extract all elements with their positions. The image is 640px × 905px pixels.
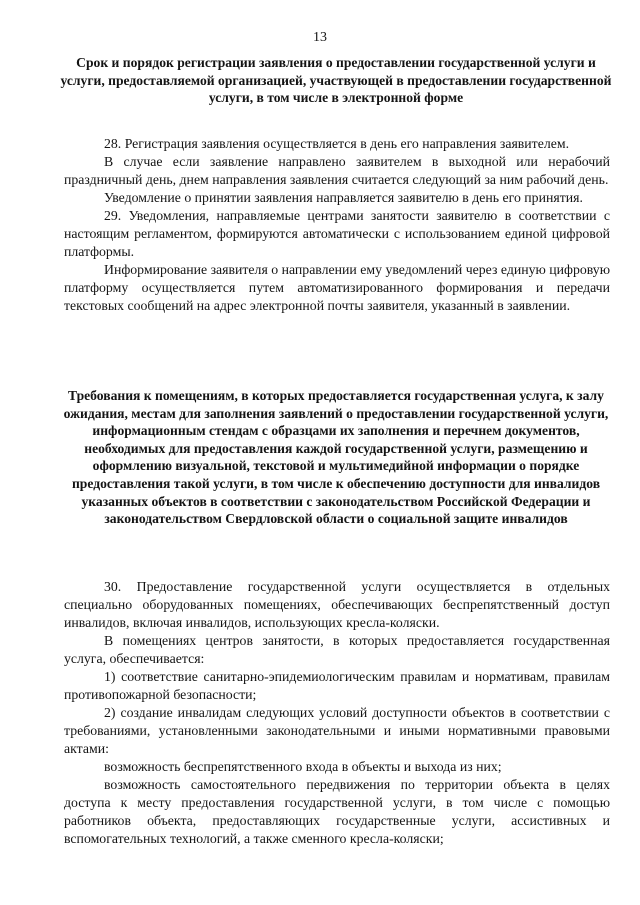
section-heading-premises: Требования к помещениям, в которых предоставляется государственная услуга, к залу ожидания, местам для заполнения заявлений о предоставлении государственной услуги, информационным стендам с образцами их заполнения и перечнем документов, необходимых для предоставления каждой государственной услуги, размещению и оформлению визуальной, текстовой и мультимедийной информации о порядке предоставления такой услуги, в том числе к обеспечению доступности для инвалидов указанных объектов в соответствии с законодательством Российской Федерации и законодательством Свердловской области о социальной защите инвалидов (63, 388, 609, 527)
paragraph-30: 30. Предоставление государственной услуги осуществляется в отдельных специально оборудованных помещениях, обеспечивающих беспрепятственный доступ инвалидов, включая инвалидов, использующих кресла-коляски. (64, 579, 610, 630)
page-number: 13 (313, 30, 327, 45)
paragraph-28: 28. Регистрация заявления осуществляется в день его направления заявителем. (104, 136, 570, 151)
list-item-2: 2) создание инвалидам следующих условий доступности объектов в соответствии с требованиями, установленными законодательными и иными нормативными правовыми актами: (64, 705, 610, 756)
sub-item-movement: возможность самостоятельного передвижения по территории объекта в целях доступа к месту предоставления государственной услуги, в том числе с помощью работников объекта, предоставляющих государственные услуги, ассистивных и вспомогательных технологий, а также сменного кресла-коляски; (64, 777, 610, 846)
sub-item-entry: возможность беспрепятственного входа в объекты и выхода из них; (104, 759, 502, 774)
section-heading-registration: Срок и порядок регистрации заявления о предоставлении государственной услуги и услуги, предоставляемой организацией, участвующей в предоставлении государственной услуги, в том числе в электронной форме (60, 55, 612, 106)
paragraph-weekend-submission: В случае если заявление направлено заявителем в выходной или нерабочий праздничный день, днем направления заявления считается следующий за ним рабочий день. (64, 154, 610, 187)
paragraph-29: 29. Уведомления, направляемые центрами занятости заявителю в соответствии с настоящим регламентом, формируются автоматически с использованием единой цифровой платформы. (64, 208, 610, 259)
section-body-premises (64, 578, 610, 848)
paragraph-premises-provide: В помещениях центров занятости, в которых предоставляется государственная услуга, обеспечивается: (64, 633, 610, 666)
paragraph-informing: Информирование заявителя о направлении ему уведомлений через единую цифровую платформу осуществляется путем автоматизированного формирования и передачи текстовых сообщений на адрес электронной почты заявителя, указанный в заявлении. (64, 262, 611, 313)
list-item-1: 1) соответствие санитарно-эпидемиологическим правилам и нормативам, правилам противопожарной безопасности; (64, 669, 610, 702)
paragraph-acceptance-notice: Уведомление о принятии заявления направляется заявителю в день его принятия. (104, 190, 583, 205)
section-body-registration (64, 135, 610, 315)
